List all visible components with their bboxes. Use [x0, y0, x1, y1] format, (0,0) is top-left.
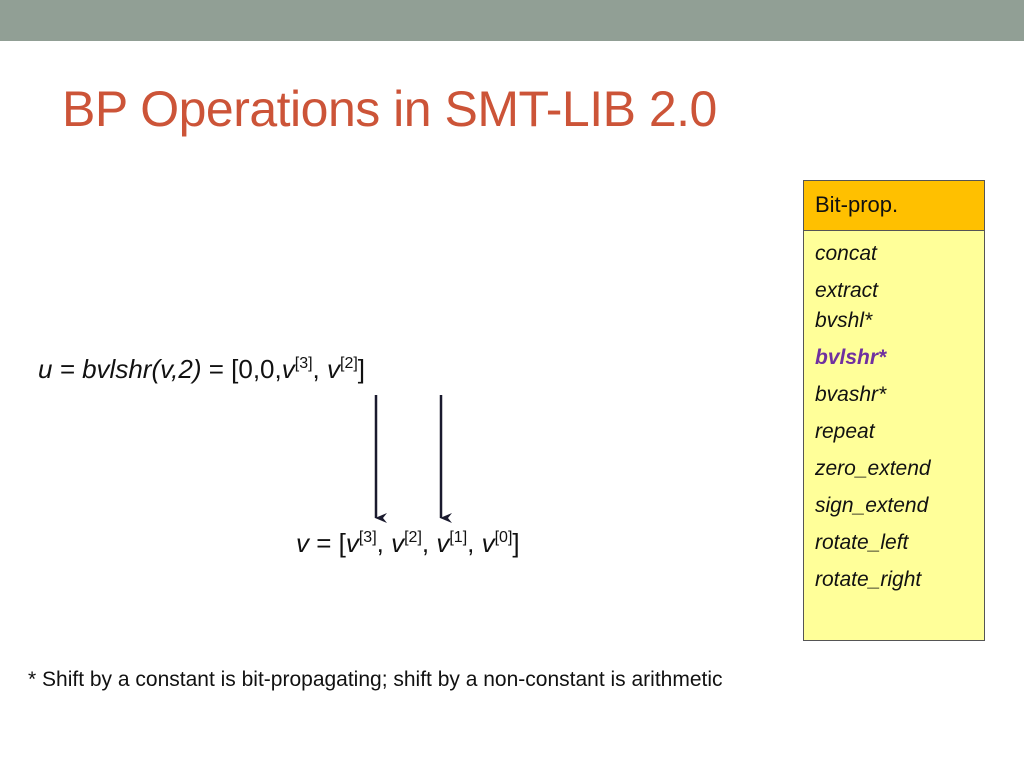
top-bar: [0, 0, 1024, 41]
formula-v-sep2: ,: [421, 528, 437, 558]
formula-u: [38, 356, 365, 382]
op-zero-extend: zero_extend: [815, 457, 931, 480]
formula-v: [296, 530, 520, 556]
op-rotate-right: rotate_right: [815, 568, 922, 591]
op-extract: extract: [815, 279, 879, 302]
formula-v-var1: v: [345, 528, 359, 558]
formula-v-sup2: [2]: [404, 529, 422, 546]
op-rotate-left: rotate_left: [815, 531, 909, 554]
formula-v-sup4: [0]: [494, 529, 513, 546]
formula-v-sup3: [1]: [449, 529, 468, 546]
formula-v-close: ]: [512, 528, 520, 558]
formula-v-sep3: ,: [467, 528, 482, 558]
formula-u-sup2: [2]: [340, 355, 358, 372]
formula-v-var2: v: [391, 528, 405, 558]
op-repeat: repeat: [815, 420, 875, 443]
formula-v-lhs: v: [296, 528, 309, 558]
op-bvlshr: bvlshr*: [815, 346, 887, 369]
formula-u-sep1: ,: [312, 354, 327, 384]
footnote: * Shift by a constant is bit-propagating; shift by a non-constant is arithmetic: [28, 668, 723, 691]
op-bvashr: bvashr*: [815, 383, 887, 406]
op-sign-extend: sign_extend: [815, 494, 929, 517]
formula-v-sup1: [3]: [358, 529, 377, 546]
formula-v-eq: = [: [309, 528, 346, 558]
bitprop-table: [803, 180, 985, 641]
table-header: Bit-prop.: [804, 181, 984, 231]
formula-v-var4: v: [481, 528, 495, 558]
slide-title: BP Operations in SMT-LIB 2.0: [62, 81, 717, 137]
formula-v-var3: v: [436, 528, 450, 558]
formula-u-lhs: u = bvlshr(v,2): [38, 354, 202, 384]
op-bvshl: bvshl*: [815, 309, 873, 332]
formula-u-sup1: [3]: [294, 355, 313, 372]
op-concat: concat: [815, 242, 877, 265]
formula-u-var1: v: [281, 354, 295, 384]
formula-v-sep1: ,: [376, 528, 392, 558]
formula-u-close: ]: [357, 354, 366, 384]
formula-u-eq: = [0,0,: [201, 354, 282, 384]
formula-u-var2: v: [327, 354, 340, 384]
